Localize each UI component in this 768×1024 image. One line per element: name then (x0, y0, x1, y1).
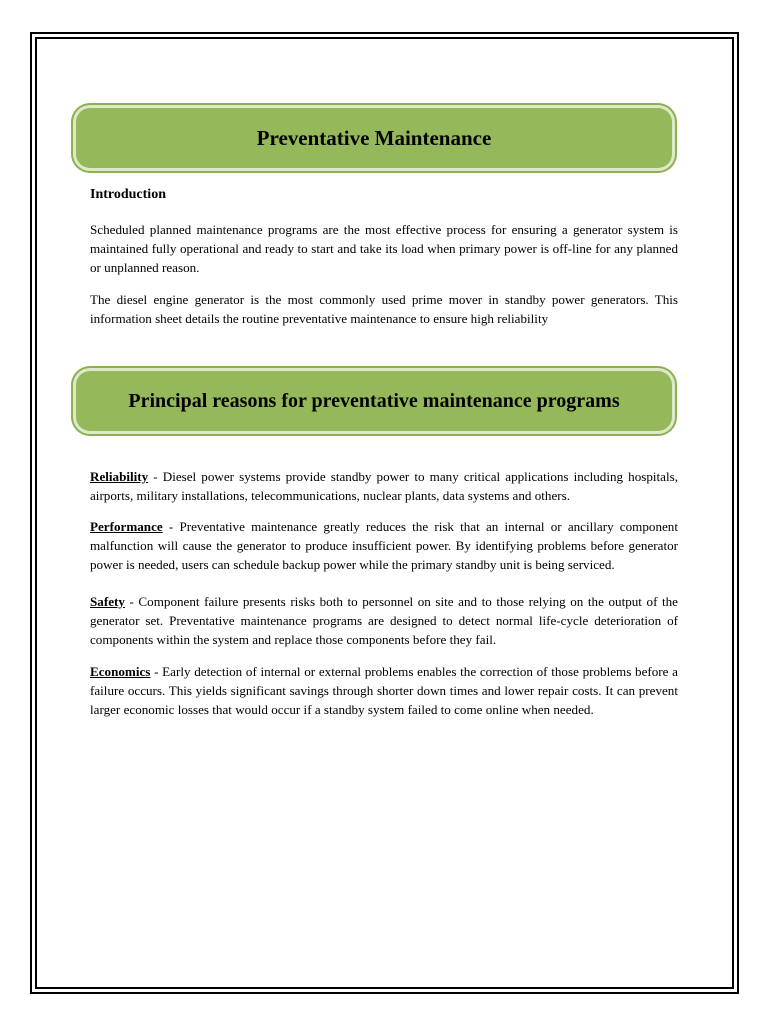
reason-text: - Preventative maintenance greatly reduces the risk that an internal or ancillary component malfunction will cause the generator to produce insufficient power. By identifying problems before generator power is needed, users can schedule backup power while the primary standby unit is being serviced. (90, 519, 678, 572)
reason-term: Performance (90, 519, 163, 534)
reason-reliability (90, 467, 678, 505)
page-title: Preventative Maintenance (256, 125, 492, 150)
reason-text: - Component failure presents risks both to personnel on site and to those relying on the output of the generator set. Preventative maintenance programs are designed to detect normal life-cycle deterioration of components within the system and replace those components before they fail. (90, 594, 678, 647)
reason-text: - Diesel power systems provide standby power to many critical applications including hospitals, airports, military installations, telecommunications, nuclear plants, data systems and others. (90, 469, 678, 503)
reason-safety (90, 592, 678, 649)
section-title: Principal reasons for preventative maintenance programs (128, 389, 620, 412)
page-border-inner (35, 37, 734, 989)
reason-term: Safety (90, 594, 125, 609)
intro-paragraph-2: The diesel engine generator is the most commonly used prime mover in standby power generators. This information sheet details the routine preventative maintenance to ensure high reliability (90, 292, 678, 326)
reason-term: Economics (90, 664, 151, 679)
reason-term: Reliability (90, 469, 149, 484)
title-banner (76, 108, 672, 168)
section-banner (76, 371, 672, 431)
reason-economics (90, 662, 678, 719)
intro-paragraph-1: Scheduled planned maintenance programs are the most effective process for ensuring a generator system is maintained fully operational and ready to start and take its load when primary power is off-line for any planned or unplanned reason. (90, 222, 678, 275)
reason-text: - Early detection of internal or external problems enables the correction of those problems before a failure occurs. This yields significant savings through shorter down times and lower repair costs. It can prevent larger economic losses that would occur if a standby system failed to come online when needed. (90, 664, 678, 717)
intro-heading: Introduction (90, 187, 166, 202)
reason-performance (90, 517, 678, 574)
